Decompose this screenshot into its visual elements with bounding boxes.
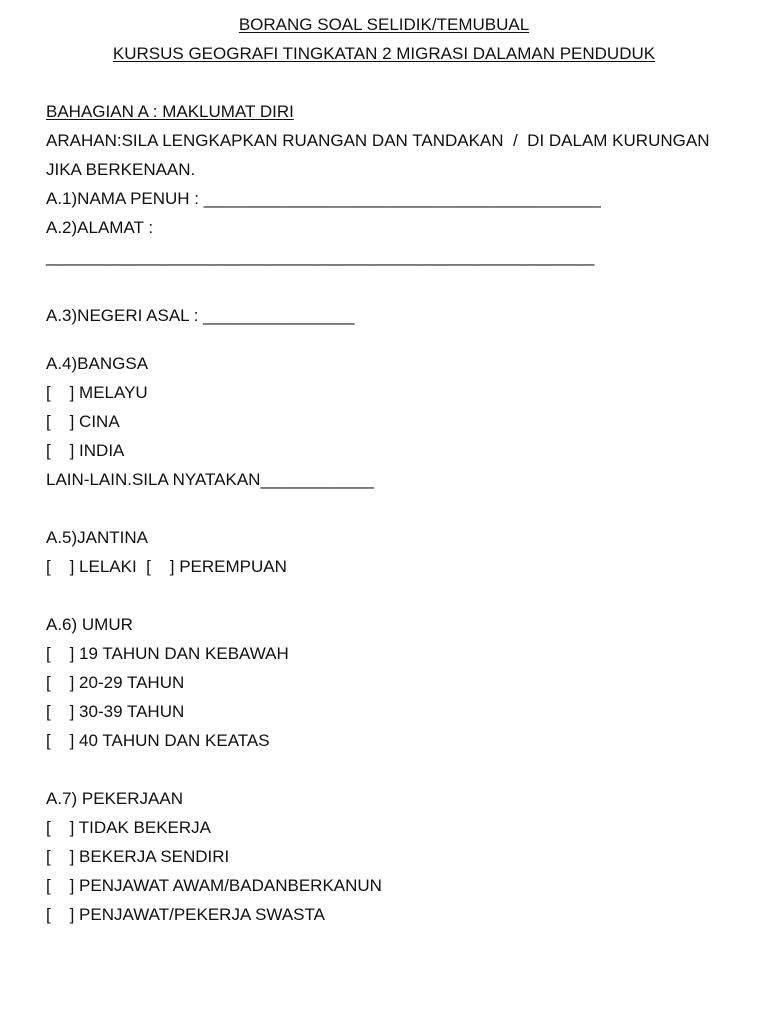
form-subtitle: KURSUS GEOGRAFI TINGKATAN 2 MIGRASI DALAMAN PENDUDUK (112, 44, 656, 63)
race-option-india[interactable]: [ ] INDIA (46, 441, 125, 460)
question-a1-label: A.1)NAMA PENUH : (46, 189, 204, 208)
section-a-heading: BAHAGIAN A : MAKLUMAT DIRI (46, 102, 294, 121)
form-title: BORANG SOAL SELIDIK/TEMUBUAL (238, 15, 530, 34)
question-a5-label: A.5)JANTINA (46, 528, 149, 547)
address-field[interactable]: __________________________________________________________ (46, 247, 595, 266)
full-name-field[interactable]: __________________________________________ (203, 189, 601, 208)
question-a1 (46, 189, 601, 209)
age-option-40-above[interactable]: [ ] 40 TAHUN DAN KEATAS (46, 731, 270, 750)
state-of-origin-field[interactable]: ________________ (203, 306, 355, 325)
instruction-line-1: ARAHAN:SILA LENGKAPKAN RUANGAN DAN TANDAKAN / DI DALAM KURUNGAN (46, 131, 710, 150)
race-option-melayu[interactable]: [ ] MELAYU (46, 383, 148, 402)
question-a2-label: A.2)ALAMAT : (46, 218, 154, 237)
job-option-self-employed[interactable]: [ ] BEKERJA SENDIRI (46, 847, 230, 866)
age-option-19-below[interactable]: [ ] 19 TAHUN DAN KEBAWAH (46, 644, 289, 663)
question-a3-label: A.3)NEGERI ASAL : (46, 306, 204, 325)
job-option-private-sector[interactable]: [ ] PENJAWAT/PEKERJA SWASTA (46, 905, 325, 924)
age-option-30-39[interactable]: [ ] 30-39 TAHUN (46, 702, 185, 721)
age-option-20-29[interactable]: [ ] 20-29 TAHUN (46, 673, 185, 692)
question-a6-label: A.6) UMUR (46, 615, 133, 634)
instruction-line-2: JIKA BERKENAAN. (46, 160, 196, 179)
race-other-field[interactable]: LAIN-LAIN.SILA NYATAKAN____________ (46, 470, 374, 489)
question-a4-label: A.4)BANGSA (46, 354, 149, 373)
question-a7-label: A.7) PEKERJAAN (46, 789, 183, 808)
job-option-unemployed[interactable]: [ ] TIDAK BEKERJA (46, 818, 212, 837)
question-a3 (46, 306, 354, 326)
job-option-public-servant[interactable]: [ ] PENJAWAT AWAM/BADANBERKANUN (46, 876, 382, 895)
gender-options[interactable]: [ ] LELAKI [ ] PEREMPUAN (46, 557, 287, 576)
race-option-cina[interactable]: [ ] CINA (46, 412, 120, 431)
